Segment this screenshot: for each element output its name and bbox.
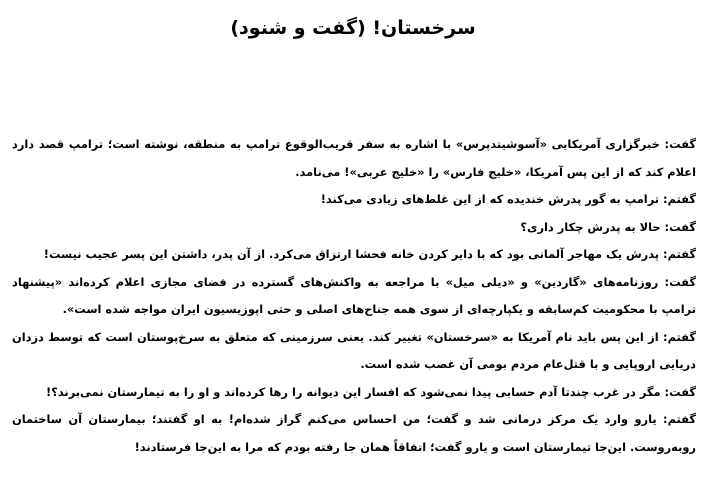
dialogue-paragraph: گفتم: یارو وارد یک مرکز درمانی شد و گفت؛ من احساس می‌کنم گراز شده‌ام! به او گفتند؛ بیمارستان آن ساختمان روبه‌روست. این‌جا تیمارستان است و یارو گفت؛ اتفاقاً همان جا رفته بودم که مرا به این‌جا فرستادند! [12, 412, 696, 454]
dialogue-paragraph: گفت: خبرگزاری آمریکایی «آسوشیتدپرس» با اشاره به سفر قریب‌الوقوع ترامپ به منطقه، نوشته است؛ ترامپ قصد دارد اعلام کند که از این پس آمریکا، «خلیج فارس» را «خلیج عربی»! می‌نامد. [12, 137, 696, 179]
dialogue-paragraph: گفتم: ترامپ به گور پدرش خندیده که از این غلط‌های زیادی می‌کند! [320, 192, 696, 206]
dialogue-paragraph: گفت: مگر در غرب چندتا آدم حسابی پیدا نمی‌شود که افسار این دیوانه را رها کرده‌اند و او را به تیمارستان نمی‌برند؟! [46, 384, 696, 399]
page-title: سرخستان! (گفت و شنود) [230, 17, 476, 39]
dialogue-paragraph: گفت: روزنامه‌های «گاردین» و «دیلی میل» با مراجعه به واکنش‌های گسترده در فضای مجازی اعلام کرده‌اند «پیشنهاد ترامپ با محکومیت کم‌سابقه و یکپارچه‌ای از سوی همه جناح‌های اصلی و حتی اپوزیسیون ایران مواجه شده است». [12, 274, 696, 316]
dialogue-paragraph: گفت: حالا به پدرش چکار داری؟ [520, 219, 696, 234]
dialogue-paragraph: گفتم: پدرش یک مهاجر آلمانی بود که با دایر کردن خانه فحشا ارتزاق می‌کرد. از آن پدر، داشتن این پسر عجیب نیست! [43, 247, 696, 261]
dialogue-body [12, 131, 696, 461]
dialogue-paragraph: گفتم: از این پس باید نام آمریکا به «سرخستان» تغییر کند. یعنی سرزمینی که متعلق به سرخ‌پوستان است که توسط دزدان دریایی اروپایی و با قتل‌عام مردم بومی آن غصب شده است. [12, 329, 696, 371]
